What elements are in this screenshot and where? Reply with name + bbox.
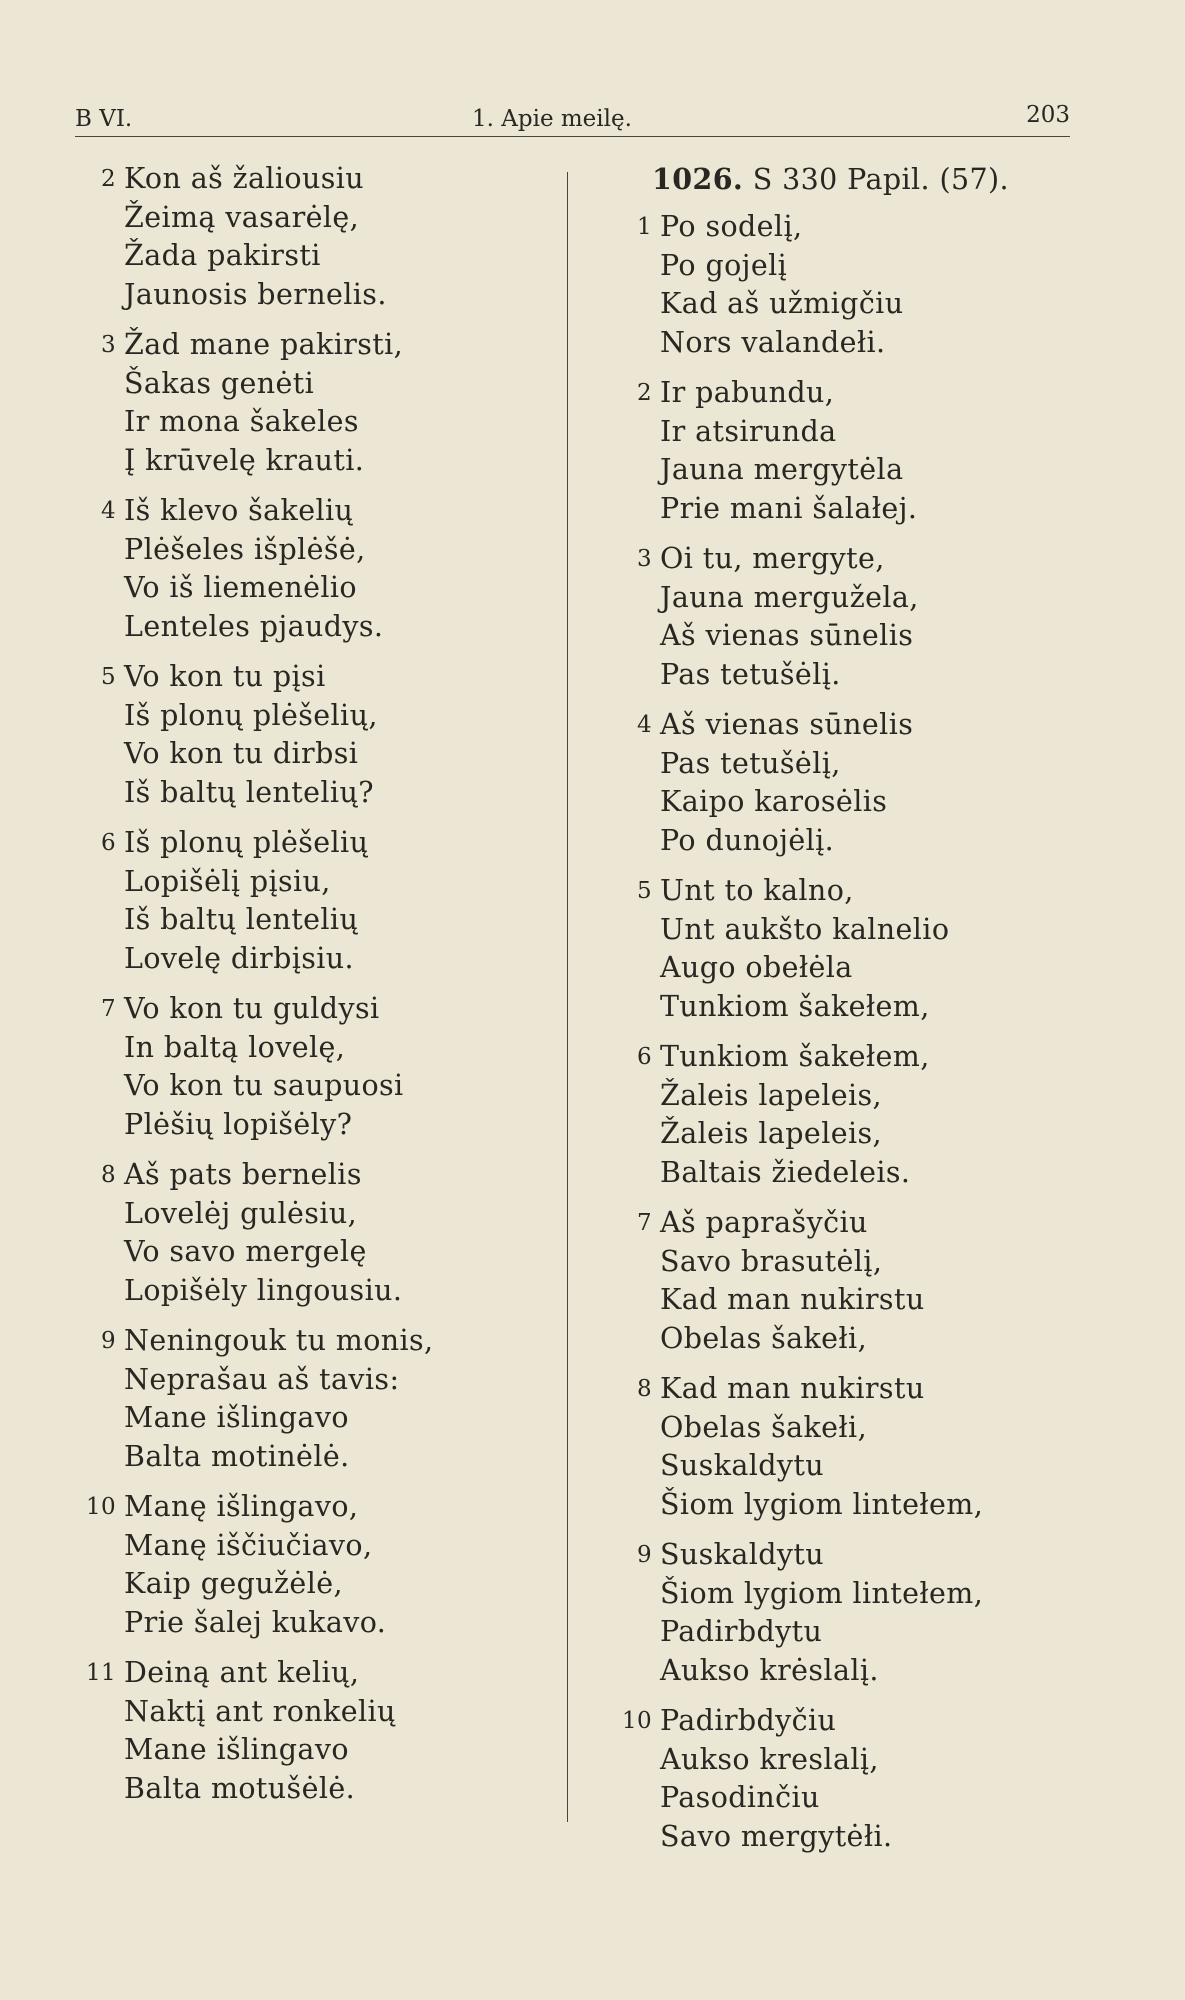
stanza-number: 7 — [636, 1210, 652, 1236]
verse-line: Šakas genėti — [124, 366, 315, 400]
verse-line: Aukso kreslalį, — [660, 1742, 879, 1776]
stanza-lines — [86, 1156, 556, 1310]
stanza-lines — [86, 1322, 556, 1476]
verse-line: Balta motušėlė. — [124, 1771, 356, 1805]
stanza — [86, 990, 556, 1144]
verse-line: Šiom lygiom lintełem, — [660, 1576, 984, 1610]
stanza-lines — [622, 540, 1102, 694]
verse-line: Aš vienas sūnelis — [660, 619, 914, 652]
stanza — [622, 1536, 1102, 1690]
verse-line: Balta motinėlė. — [124, 1439, 350, 1473]
stanza — [622, 540, 1102, 694]
verse-line: Ir mona šakeles — [124, 405, 359, 438]
section-label: B VI. — [75, 106, 133, 132]
stanza — [622, 374, 1102, 528]
verse-line: Plėšeles išplėšė, — [124, 532, 366, 566]
verse-line: Nors valandełi. — [660, 325, 886, 359]
verse-line: Iš baltų lentelių? — [124, 775, 374, 809]
verse-line: Ir pabundu, — [660, 376, 835, 409]
verse-line: Pas tetušėlį. — [660, 657, 841, 691]
verse-line: Oi tu, mergyte, — [660, 542, 885, 575]
stanza-number: 4 — [100, 498, 116, 524]
verse-line: Unt to kalno, — [660, 874, 854, 907]
stanza — [86, 492, 556, 646]
stanza-number: 2 — [636, 380, 652, 406]
stanza-lines — [86, 990, 556, 1144]
stanza-lines — [622, 1038, 1102, 1192]
verse-line: Iš baltų lentelių — [124, 903, 359, 936]
verse-line: In baltą lovelę, — [124, 1030, 346, 1064]
verse-line: Baltais žiedeleis. — [660, 1155, 911, 1189]
stanza-lines — [86, 492, 556, 646]
verse-line: Į krūvelę krauti. — [124, 443, 365, 477]
verse-line: Manę iščiučiavo, — [124, 1528, 373, 1562]
verse-line: Pas tetušėlį, — [660, 746, 841, 780]
verse-line: Prie mani šalałej. — [660, 491, 918, 525]
verse-line: Jauna mergytėla — [660, 453, 904, 486]
verse-line: Vo iš liemenėlio — [124, 571, 357, 604]
stanza — [622, 208, 1102, 362]
verse-line: Savo brasutėlį, — [660, 1244, 883, 1278]
stanza — [86, 824, 556, 978]
verse-line: Iš plonų plėšelių — [124, 826, 369, 859]
verse-line: Po gojelį — [660, 248, 788, 282]
stanza-number: 8 — [100, 1162, 116, 1188]
verse-line: Žaleis lapeleis, — [660, 1078, 882, 1112]
verse-line: Iš klevo šakelių — [124, 494, 354, 527]
verse-line: Padirbdytu — [660, 1615, 823, 1648]
verse-line: Vo kon tu saupuosi — [124, 1069, 404, 1102]
stanza-lines — [622, 1702, 1102, 1856]
verse-line: Kad man nukirstu — [660, 1283, 925, 1316]
stanza-number: 7 — [100, 996, 116, 1022]
stanza — [622, 1702, 1102, 1856]
verse-line: Tunkiom šakełem, — [660, 1040, 930, 1073]
stanza-number: 10 — [622, 1708, 653, 1734]
stanza-number: 11 — [86, 1660, 117, 1686]
verse-line: Vo kon tu pįsi — [124, 660, 326, 693]
stanza-lines — [622, 1536, 1102, 1690]
stanza-number: 3 — [636, 546, 652, 572]
column-divider — [567, 172, 568, 1822]
verse-line: Kaip gegužėlė, — [124, 1567, 343, 1600]
stanza-number: 4 — [636, 712, 652, 738]
verse-line: Neningouk tu monis, — [124, 1324, 434, 1357]
verse-line: Aš pats bernelis — [124, 1158, 362, 1191]
verse-line: Žad mane pakirsti, — [124, 328, 404, 361]
stanza-lines — [86, 326, 556, 480]
verse-line: Obelas šakełi, — [660, 1321, 868, 1355]
verse-line: Suskaldytu — [660, 1449, 825, 1482]
stanza — [622, 1038, 1102, 1192]
stanza-number: 5 — [100, 664, 116, 690]
stanza-number: 8 — [636, 1376, 652, 1402]
stanza — [86, 160, 556, 314]
verse-line: Iš plonų plėšelių, — [124, 698, 378, 732]
stanza-lines — [622, 1370, 1102, 1524]
chapter-title: 1. Apie meilę. — [472, 106, 632, 132]
verse-line: Pasodinčiu — [660, 1781, 820, 1814]
verse-line: Manę išlingavo, — [124, 1490, 359, 1523]
verse-line: Tunkiom šakełem, — [660, 989, 930, 1023]
verse-line: Naktį ant ronkelių — [124, 1694, 396, 1728]
verse-line: Šiom lygiom lintełem, — [660, 1487, 984, 1521]
verse-line: Aš vienas sūnelis — [660, 708, 914, 741]
left-column — [86, 160, 556, 1820]
verse-line: Prie šalej kukavo. — [124, 1605, 387, 1639]
verse-line: Savo mergytėłi. — [660, 1819, 893, 1853]
verse-line: Lopišėlį pįsiu, — [124, 864, 331, 898]
stanza-number: 5 — [636, 878, 652, 904]
verse-line: Po dunojėlį. — [660, 823, 835, 857]
stanza — [86, 326, 556, 480]
verse-line: Obelas šakełi, — [660, 1410, 868, 1444]
verse-line: Kad man nukirstu — [660, 1372, 925, 1405]
stanza — [86, 1322, 556, 1476]
stanza — [622, 1370, 1102, 1524]
stanza-number: 6 — [100, 830, 116, 856]
verse-line: Lopišėly lingousiu. — [124, 1273, 403, 1307]
stanza-lines — [622, 1204, 1102, 1358]
verse-line: Kon aš žaliousiu — [124, 162, 365, 195]
verse-line: Vo savo mergelę — [124, 1235, 367, 1268]
stanza — [622, 872, 1102, 1026]
verse-line: Deiną ant kelių, — [124, 1656, 360, 1689]
verse-line: Unt aukšto kalnelio — [660, 912, 950, 946]
verse-line: Vo kon tu guldysi — [124, 992, 380, 1025]
verse-line: Vo kon tu dirbsi — [124, 737, 359, 770]
stanza-lines — [86, 160, 556, 314]
verse-line: Neprašau aš tavis: — [124, 1362, 400, 1396]
verse-line: Jauna merguželа, — [660, 580, 919, 614]
right-column — [622, 160, 1102, 1868]
verse-line: Aš paprašyčiu — [660, 1206, 868, 1239]
stanza — [622, 706, 1102, 860]
stanza-number: 6 — [636, 1044, 652, 1070]
verse-line: Lenteles pjaudys. — [124, 609, 384, 643]
song-number: 1026. — [652, 162, 744, 196]
stanza-number: 9 — [636, 1542, 652, 1568]
verse-line: Žaleis lapeleis, — [660, 1117, 882, 1150]
verse-line: Mane išlingavo — [124, 1733, 349, 1766]
stanza-number: 2 — [100, 166, 116, 192]
stanza-lines — [86, 1654, 556, 1808]
stanza-lines — [622, 706, 1102, 860]
stanza-lines — [86, 658, 556, 812]
stanza-number: 1 — [636, 214, 652, 240]
verse-line: Lovelėj gulėsiu, — [124, 1196, 358, 1230]
stanza — [86, 1488, 556, 1642]
stanza-lines — [622, 872, 1102, 1026]
song-reference: S 330 Papil. (57). — [752, 163, 1010, 196]
verse-line: Aukso krėslalį. — [660, 1653, 879, 1687]
stanza-number: 9 — [100, 1328, 116, 1354]
stanza — [86, 1156, 556, 1310]
stanza — [622, 1204, 1102, 1358]
stanza — [86, 1654, 556, 1808]
verse-line: Jaunosis bernelis. — [124, 277, 387, 311]
verse-line: Kad aš užmigčiu — [660, 287, 904, 320]
stanza-lines — [622, 374, 1102, 528]
stanza-lines — [86, 1488, 556, 1642]
stanza-lines — [86, 824, 556, 978]
verse-line: Žada pakirsti — [124, 239, 321, 272]
verse-line: Po sodelį, — [660, 210, 803, 243]
verse-line: Padirbdyčiu — [660, 1704, 837, 1737]
verse-line: Lovelę dirbįsiu. — [124, 941, 354, 975]
verse-line: Mane išlingavo — [124, 1401, 349, 1434]
stanza-number: 3 — [100, 332, 116, 358]
page-number: 203 — [1026, 102, 1070, 128]
verse-line: Augo obełėla — [660, 951, 853, 984]
song-heading — [622, 160, 1102, 208]
verse-line: Ir atsirunda — [660, 414, 837, 448]
verse-line: Kaipo karosėlis — [660, 785, 888, 818]
verse-line: Suskaldytu — [660, 1538, 825, 1571]
page-header — [75, 102, 1070, 137]
verse-line: Žeimą vasarėlę, — [124, 200, 360, 234]
stanza-lines — [622, 208, 1102, 362]
stanza-number: 10 — [86, 1494, 117, 1520]
verse-line: Plėšių lopišėly? — [124, 1107, 353, 1141]
stanza — [86, 658, 556, 812]
